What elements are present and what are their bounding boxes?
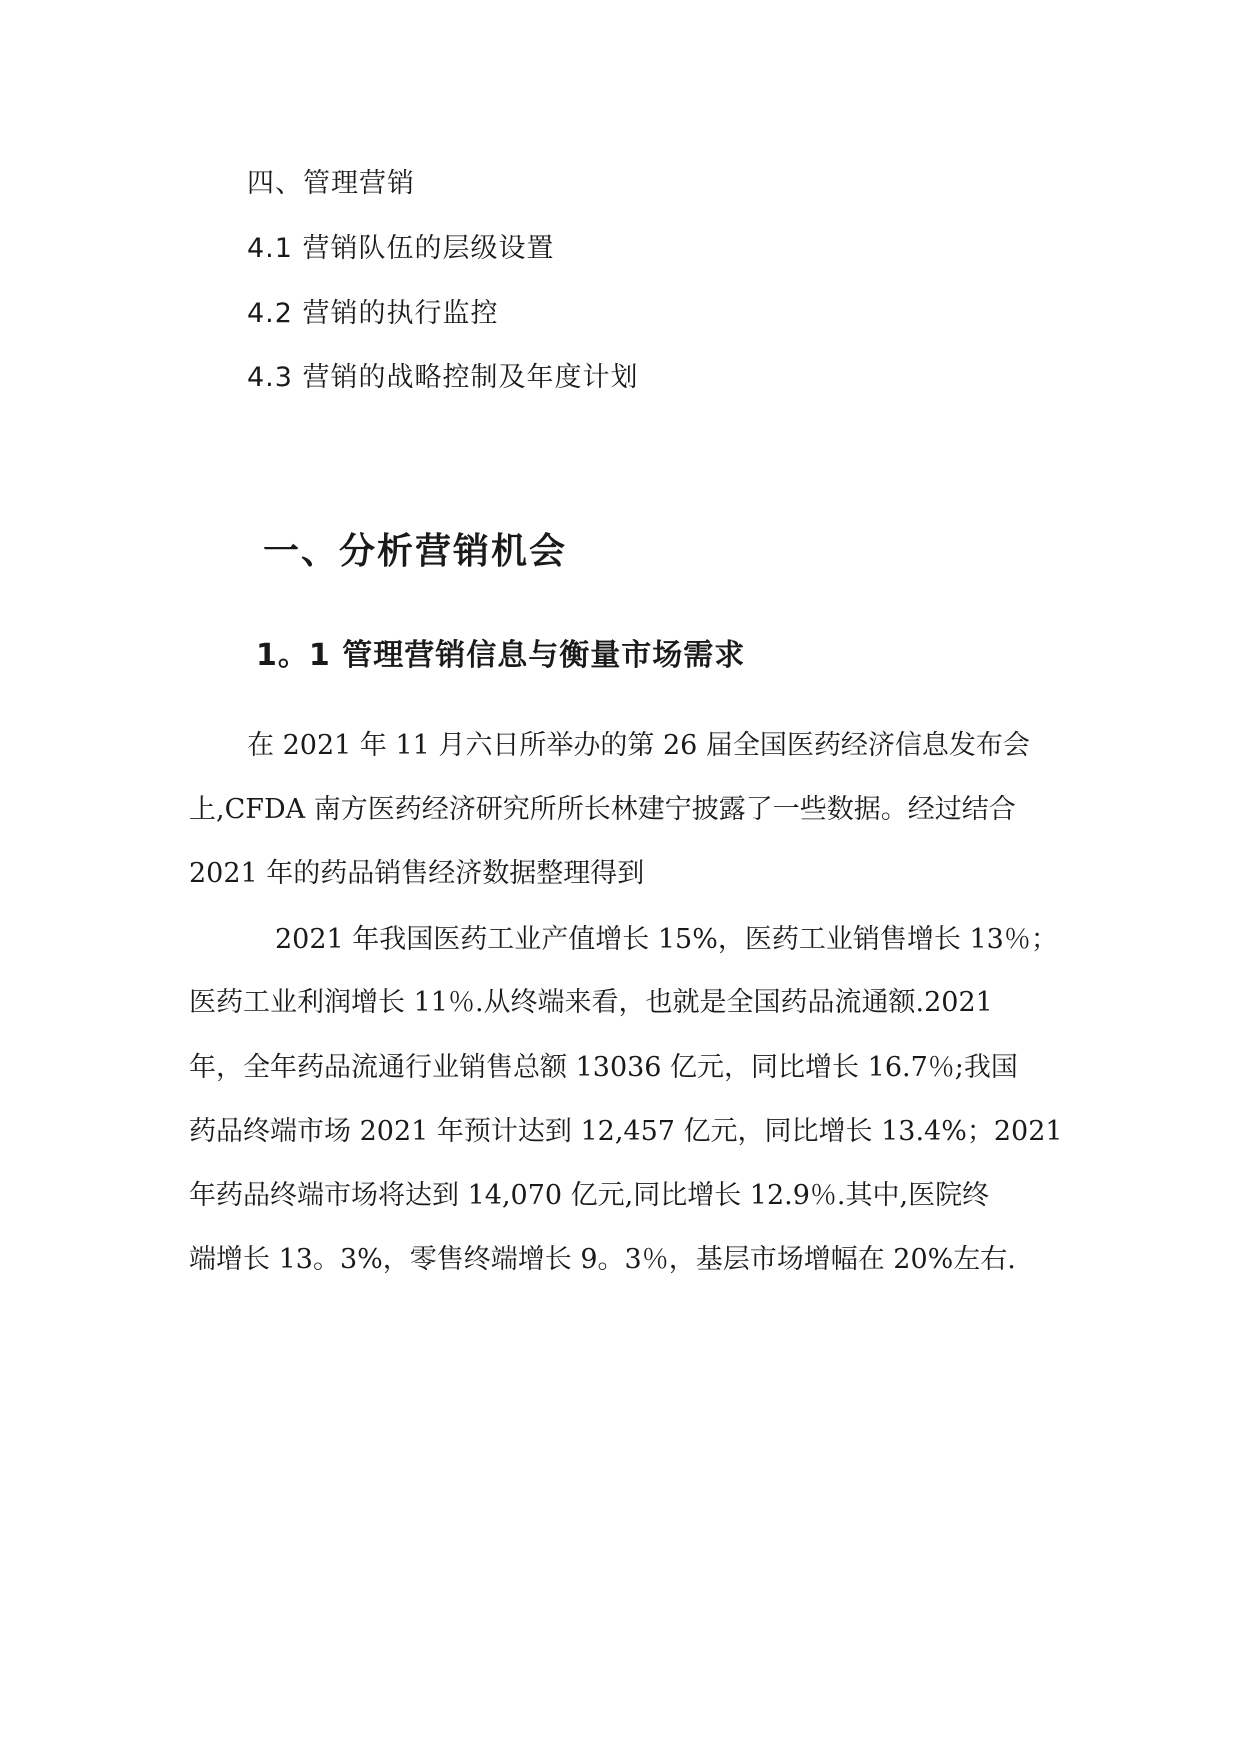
- toc-item-4-1: 4.1 营销队伍的层级设置: [247, 233, 555, 264]
- toc-item-4: 四、管理营销: [247, 168, 415, 199]
- subsection-heading: 1。1 管理营销信息与衡量市场需求: [256, 638, 746, 673]
- toc-item-4-2: 4.2 营销的执行监控: [247, 298, 499, 329]
- paragraph-line: 年，全年药品流通行业销售总额 13036 亿元，同比增长 16.7％;我国: [189, 1052, 1018, 1083]
- toc-item-4-3: 4.3 营销的战略控制及年度计划: [247, 362, 639, 393]
- paragraph-line: 医药工业利润增长 11％.从终端来看，也就是全国药品流通额.2021: [189, 987, 993, 1018]
- paragraph-line: 端增长 13。3%，零售终端增长 9。3％，基层市场增幅在 20%左右.: [189, 1244, 1016, 1275]
- paragraph-line: 年药品终端市场将达到 14,070 亿元,同比增长 12.9％.其中,医院终: [189, 1180, 990, 1211]
- paragraph-line: 上,CFDA 南方医药经济研究所所长林建宁披露了一些数据。经过结合: [189, 794, 1016, 825]
- paragraph-line: 药品终端市场 2021 年预计达到 12,457 亿元，同比增长 13.4%；2021: [189, 1116, 1063, 1147]
- section-heading: 一、分析营销机会: [263, 531, 568, 572]
- paragraph-line: 2021 年的药品销售经济数据整理得到: [189, 858, 645, 889]
- paragraph-line: 在 2021 年 11 月六日所举办的第 26 届全国医药经济信息发布会: [247, 730, 1030, 761]
- paragraph-line: 2021 年我国医药工业产值增长 15%，医药工业销售增长 13％；: [275, 924, 1058, 955]
